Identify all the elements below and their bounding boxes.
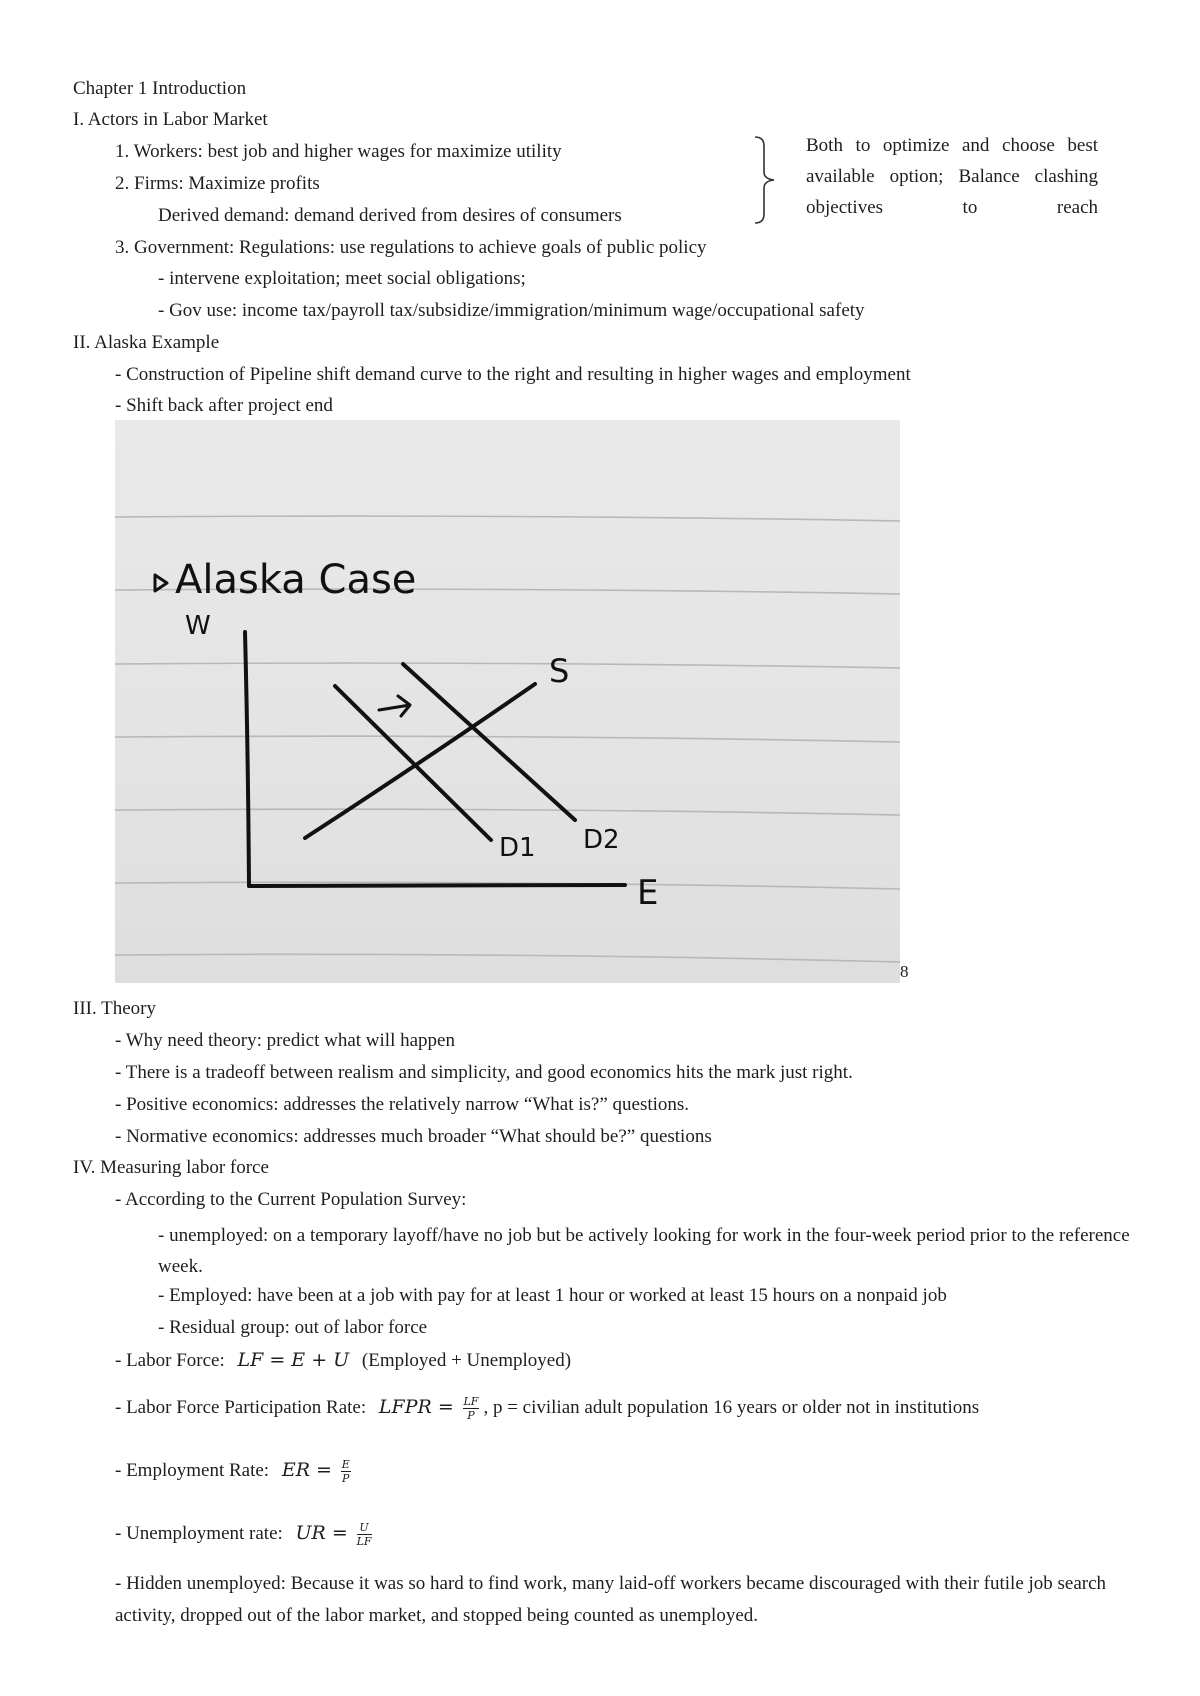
formula-label: - Employment Rate:	[115, 1460, 270, 1481]
formula-fraction	[357, 1521, 372, 1548]
fraction-numerator: LF	[463, 1395, 479, 1409]
lfpr-formula	[115, 1392, 979, 1423]
fraction-denominator: P	[342, 1472, 350, 1486]
demand-curve-d1	[335, 686, 491, 840]
list-item-government: 3. Government: Regulations: use regulations to achieve goals of public policy	[115, 237, 707, 258]
y-axis	[245, 632, 249, 886]
formula-fraction	[463, 1395, 480, 1422]
chapter-title: Chapter 1 Introduction	[73, 78, 247, 99]
demand2-label: D2	[583, 825, 620, 855]
fraction-numerator: E	[341, 1458, 350, 1472]
supply-label: S	[549, 652, 570, 690]
brace-icon	[752, 134, 778, 226]
list-item-hidden-unemployed: - Hidden unemployed: Because it was so hard to find work, many laid-off workers became discouraged with their futile job search activity, dropped out of the labor market, and stopped being counted as unemployed.	[115, 1573, 1107, 1626]
side-note: Both to optimize and choose best available option; Balance clashing objectives to reach	[806, 135, 1098, 218]
x-axis	[249, 885, 625, 886]
bullet-marker-icon	[155, 575, 167, 591]
list-item-cps: - According to the Current Population Survey:	[115, 1189, 467, 1210]
formula-lhs: LFPR =	[378, 1396, 454, 1418]
list-item-workers: 1. Workers: best job and higher wages for maximize utility	[115, 141, 562, 162]
y-axis-label: W	[185, 611, 211, 641]
list-item-pipeline: - Construction of Pipeline shift demand curve to the right and resulting in higher wages and employment	[115, 364, 911, 385]
section-heading-labor-force: IV. Measuring labor force	[73, 1157, 269, 1178]
list-subitem-unemployed: - unemployed: on a temporary layoff/have no job but be actively looking for work in the four-week period prior to the reference week.	[158, 1225, 1130, 1277]
formula-label: - Labor Force:	[115, 1350, 225, 1371]
labor-force-formula	[115, 1348, 571, 1373]
figure-number: 8	[900, 962, 909, 981]
demand1-label: D1	[499, 833, 536, 863]
list-subitem-employed: - Employed: have been at a job with pay for at least 1 hour or worked at least 15 hours on a nonpaid job	[158, 1285, 947, 1306]
alaska-case-photo	[115, 420, 900, 983]
list-item-tradeoff: - There is a tradeoff between realism and simplicity, and good economics hits the mark just right.	[115, 1062, 853, 1083]
list-item-shift-back: - Shift back after project end	[115, 395, 333, 416]
list-item-normative-economics: - Normative economics: addresses much broader “What should be?” questions	[115, 1126, 712, 1147]
fraction-denominator: P	[467, 1409, 475, 1423]
list-subitem-residual: - Residual group: out of labor force	[158, 1317, 428, 1338]
list-item-firms: 2. Firms: Maximize profits	[115, 173, 320, 194]
fraction-denominator: LF	[356, 1535, 372, 1549]
fraction-numerator: U	[357, 1521, 372, 1535]
list-subitem-gov-use: - Gov use: income tax/payroll tax/subsidize/immigration/minimum wage/occupational safety	[158, 300, 865, 321]
section-heading-alaska: II. Alaska Example	[73, 332, 220, 353]
supply-curve	[305, 684, 535, 838]
employment-rate-formula	[115, 1455, 355, 1486]
formula-label: - Unemployment rate:	[115, 1523, 283, 1544]
section-heading-actors: I. Actors in Labor Market	[73, 109, 268, 130]
formula-description: , p = civilian adult population 16 years or older not in institutions	[483, 1397, 980, 1418]
section-heading-theory: III. Theory	[73, 998, 157, 1019]
formula-description: (Employed + Unemployed)	[361, 1350, 572, 1371]
list-item-why-theory: - Why need theory: predict what will happen	[115, 1030, 455, 1051]
formula-lhs: ER =	[281, 1459, 332, 1481]
formula-label: - Labor Force Participation Rate:	[115, 1397, 367, 1418]
list-item-derived-demand: Derived demand: demand derived from desires of consumers	[158, 205, 622, 226]
formula-lhs: UR =	[295, 1522, 348, 1544]
list-item-positive-economics: - Positive economics: addresses the relatively narrow “What is?” questions.	[115, 1094, 690, 1115]
shift-arrow-icon	[379, 696, 410, 716]
unemployment-rate-formula	[115, 1518, 376, 1549]
formula-fraction	[341, 1458, 351, 1485]
figure-title: Alaska Case	[175, 557, 417, 603]
list-subitem-intervene: - intervene exploitation; meet social obligations;	[158, 268, 526, 289]
formula-expression: LF = E + U	[237, 1349, 350, 1371]
x-axis-label: E	[637, 873, 659, 913]
